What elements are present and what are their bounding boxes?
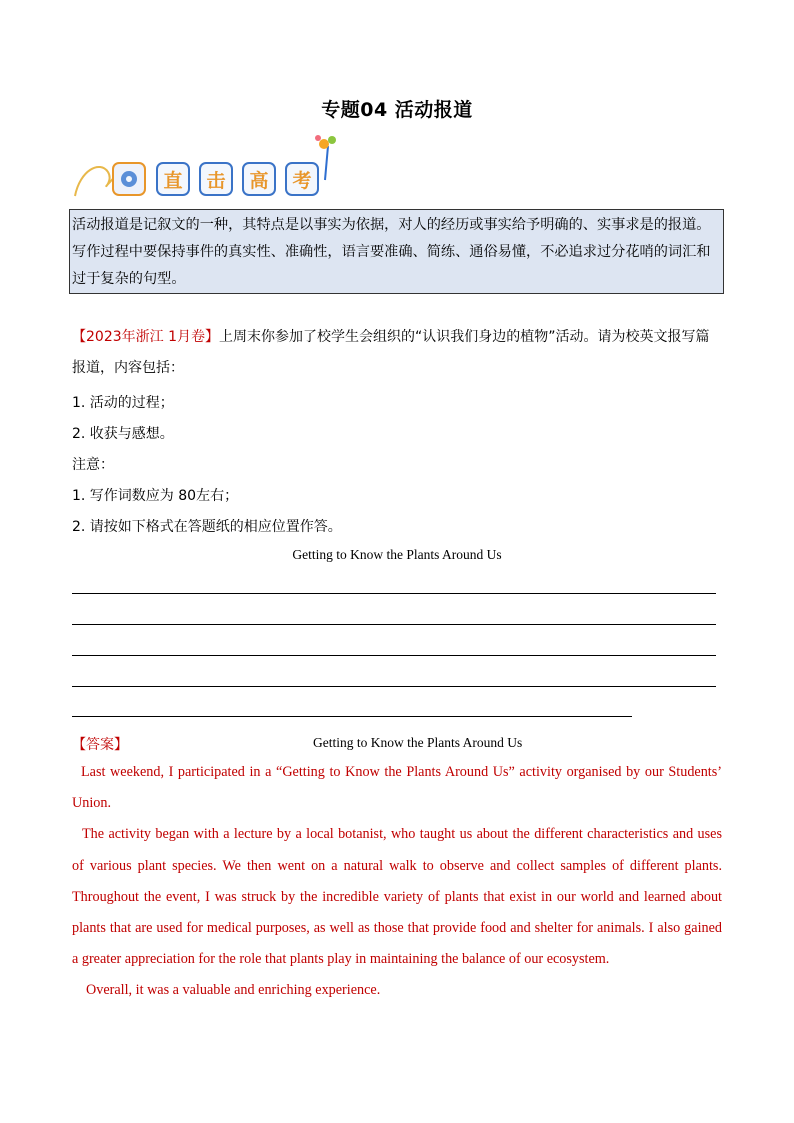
essay-title: Getting to Know the Plants Around Us: [292, 547, 502, 562]
note-label: 注意：: [72, 457, 114, 473]
answer-label: 【答案】: [72, 737, 128, 753]
writing-line: [72, 686, 716, 687]
writing-line: [72, 716, 632, 717]
banner-char: 考: [285, 162, 319, 196]
writing-line: [72, 655, 716, 656]
writing-line: [72, 593, 716, 594]
note-item: 2. 请按如下格式在答题纸的相应位置作答。: [72, 519, 342, 535]
banner-dot-icon: [112, 162, 146, 196]
banner-char: 直: [156, 162, 190, 196]
answer-body: [72, 757, 722, 1007]
question-prompt: [72, 322, 722, 384]
answer-paragraph: Overall, it was a valuable and enriching experience.: [86, 982, 381, 999]
answer-title: Getting to Know the Plants Around Us: [313, 735, 523, 750]
question-source: 【2023年浙江 1月卷】: [72, 329, 219, 345]
exam-banner: [70, 130, 350, 205]
note-item: 1. 写作词数应为 80左右；: [72, 488, 239, 504]
intro-box: 活动报道是记叙文的一种，其特点是以事实为依据，对人的经历或事实给予明确的、实事求是的报道。写作过程中要保持事件的真实性、准确性，语言要准确、简练、通俗易懂，不必追求过分花哨的词汇和过于复杂的句型。: [69, 209, 724, 294]
banner-char: 击: [199, 162, 233, 196]
answer-paragraph: Last weekend, I participated in a “Getting to Know the Plants Around Us” activity organised by our Students’ Union.: [72, 764, 722, 812]
answer-paragraph: The activity began with a lecture by a local botanist, who taught us about the different characteristics and uses of various plant species. We then went on a natural walk to observe and collect samples of different plants. Throughout the event, I was struck by the incredible variety of plants that exist in our world and learned about plants that are used for medical purposes, as well as those that provide food and shelter for animals. I also gained a greater appreciation for the role that plants play in maintaining the balance of our ecosystem.: [72, 826, 722, 968]
question-prompt-text: 上周末你参加了校学生会组织的“认识我们身边的植物”活动。请为校英文报写篇报道，内容包括：: [72, 329, 710, 376]
question-item: 1. 活动的过程；: [72, 395, 174, 411]
page-title: 专题04 活动报道: [321, 99, 473, 121]
banner-char: 高: [242, 162, 276, 196]
writing-line: [72, 624, 716, 625]
question-item: 2. 收获与感想。: [72, 426, 174, 442]
